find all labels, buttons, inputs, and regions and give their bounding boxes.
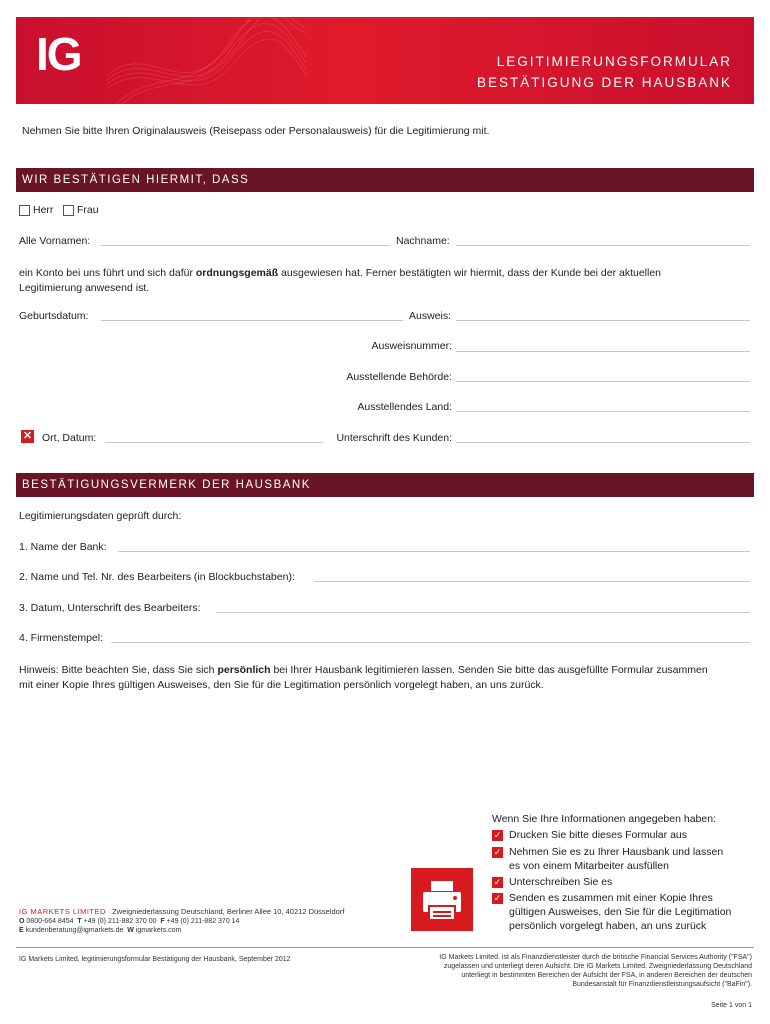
- herr-checkbox[interactable]: [19, 205, 30, 216]
- footer-divider: [16, 947, 754, 948]
- geburtsdatum-field[interactable]: [101, 320, 403, 321]
- header-banner: [16, 17, 754, 104]
- bank-name-label: 1. Name der Bank:: [19, 541, 107, 553]
- check-icon: ✓: [493, 830, 502, 840]
- cross-icon: ✕: [22, 430, 33, 442]
- geburtsdatum-label: Geburtsdatum:: [19, 310, 89, 322]
- vornamen-label: Alle Vornamen:: [19, 235, 91, 247]
- instruction-step1: Drucken Sie bitte dieses Formular aus: [509, 829, 687, 841]
- geprueft-label: Legitimierungsdaten geprüft durch:: [19, 510, 182, 522]
- footer-legal-4: Bundesanstalt für Finanzdienstleistungsaufsicht ("BaFin").: [572, 981, 752, 988]
- t-label: T: [77, 918, 82, 925]
- intro-text: Nehmen Sie bitte Ihren Originalausweis (Reisepass oder Personalausweis) für die Legitimierung mit.: [22, 125, 490, 137]
- hinweis-bold: persönlich: [217, 664, 271, 676]
- herr-label: Herr: [33, 204, 54, 216]
- footer-legal: [439, 953, 752, 989]
- behoerde-label: Ausstellende Behörde:: [346, 371, 452, 383]
- vornamen-field[interactable]: [100, 245, 389, 246]
- frau-label: Frau: [77, 204, 99, 216]
- nachname-field[interactable]: [456, 245, 750, 246]
- o-label: O: [19, 918, 25, 925]
- ausweisnummer-field[interactable]: [456, 351, 750, 352]
- hinweis-paragraph: [19, 663, 754, 693]
- frau-checkbox[interactable]: [63, 205, 74, 216]
- instructions-heading: Wenn Sie Ihre Informationen angegeben haben:: [492, 813, 716, 825]
- section-bar-confirm: WIR BESTÄTIGEN HIERMIT, DASS: [16, 168, 754, 192]
- t-value: +49 (0) 211-882 370 00: [83, 918, 157, 925]
- ausweisnummer-label: Ausweisnummer:: [371, 340, 452, 352]
- section-bar-bank: BESTÄTIGUNGSVERMERK DER HAUSBANK: [16, 473, 754, 497]
- ausweis-field[interactable]: [456, 320, 750, 321]
- e-value[interactable]: kundenberatung@igmarkets.de: [25, 927, 124, 934]
- footer-legal-2: zugelassen und unterliegt deren Aufsicht. Die IG Markets Limited. Zweigniederlassung Deutschland: [443, 963, 752, 970]
- print-button[interactable]: [411, 868, 473, 931]
- bearbeiter-field[interactable]: [314, 581, 750, 582]
- instruction-step2-line2: es von einem Mitarbeiter ausfüllen: [509, 860, 669, 872]
- ort-datum-field[interactable]: [105, 442, 323, 443]
- unterschrift-field[interactable]: [456, 442, 750, 443]
- bearbeiter-label: 2. Name und Tel. Nr. des Bearbeiters (in Blockbuchstaben):: [19, 571, 295, 583]
- f-label: F: [160, 918, 165, 925]
- datum-unterschrift-label: 3. Datum, Unterschrift des Bearbeiters:: [19, 602, 201, 614]
- account-paragraph-bold: ordnungsgemäß: [195, 267, 279, 279]
- firmenstempel-label: 4. Firmenstempel:: [19, 632, 104, 644]
- company-web: [19, 926, 181, 935]
- printer-icon: [411, 868, 473, 931]
- instruction-step2-line1: Nehmen Sie es zu Ihrer Hausbank und lassen: [509, 846, 724, 858]
- decorative-ribbon: [106, 17, 306, 104]
- land-field[interactable]: [456, 411, 750, 412]
- ort-datum-label: Ort, Datum:: [42, 432, 97, 444]
- instruction-step4: [509, 891, 731, 933]
- e-label: E: [19, 927, 24, 934]
- account-paragraph: [19, 266, 749, 296]
- instruction-step4-line1: Senden es zusammen mit einer Kopie Ihres: [509, 892, 713, 904]
- bank-name-field[interactable]: [118, 551, 750, 552]
- form-title-line1: LEGITIMIERUNGSFORMULAR: [496, 54, 732, 69]
- check-icon: ✓: [493, 847, 502, 857]
- hinweis-line2: mit einer Kopie Ihres gültigen Ausweises, den Sie für die Legitimation persönlich vorgelegt haben, an uns zurück.: [19, 679, 544, 691]
- footer-legal-1: IG Markets Limited. ist als Finanzdienstleister durch die britische Financial Services Authority ("FSA"): [439, 954, 752, 961]
- f-value: +49 (0) 211-882 370 14: [166, 918, 240, 925]
- unterschrift-label: Unterschrift des Kunden:: [336, 432, 452, 444]
- hinweis-a: Hinweis: Bitte beachten Sie, dass Sie sich: [19, 664, 218, 676]
- check-icon: ✓: [493, 877, 502, 887]
- ig-logo: IG: [36, 28, 81, 80]
- page-number: Seite 1 von 1: [711, 1002, 752, 1009]
- account-paragraph-b: ausgewiesen hat. Ferner bestätigten wir hiermit, dass der Kunde bei der aktuellen: [278, 267, 662, 279]
- company-name: IG MARKETS LIMITED: [19, 907, 106, 916]
- instruction-step3: Unterschreiben Sie es: [509, 876, 613, 888]
- instruction-step4-line3: persönlich vorgelegt haben, an uns zurück: [509, 920, 707, 932]
- footer-left: IG Markets Limited, legitimierungsformular Bestätigung der Hausbank, September 2012: [19, 956, 291, 963]
- company-line1: [19, 907, 344, 916]
- datum-unterschrift-field[interactable]: [216, 612, 750, 613]
- form-title-line2: BESTÄTIGUNG DER HAUSBANK: [476, 75, 732, 90]
- check-icon: ✓: [493, 893, 502, 903]
- company-branch: Zweigniederlassung Deutschland, Berliner Allee 10, 40212 Düsseldorf: [112, 907, 345, 916]
- land-label: Ausstellendes Land:: [357, 401, 452, 413]
- ausweis-label: Ausweis:: [409, 310, 452, 322]
- footer-legal-3: unterliegt in bestimmten Bereichen der Aufsicht der FSA, in anderen Bereichen der deutschen: [461, 972, 752, 979]
- account-paragraph-line2: Legitimierung anwesend ist.: [19, 282, 150, 294]
- o-value: 0800-664 8454: [26, 918, 74, 925]
- company-contact: [19, 917, 239, 926]
- instruction-step4-line2: gültigen Ausweises, den Sie für die Legitimation: [509, 906, 732, 918]
- instruction-step2: [509, 845, 723, 873]
- w-label: W: [127, 927, 134, 934]
- nachname-label: Nachname:: [396, 235, 450, 247]
- w-value[interactable]: igmarkets.com: [135, 927, 182, 934]
- account-paragraph-a: ein Konto bei uns führt und sich dafür: [19, 267, 196, 279]
- behoerde-field[interactable]: [456, 381, 750, 382]
- form-title: [477, 51, 732, 93]
- firmenstempel-field[interactable]: [111, 642, 750, 643]
- hinweis-b: bei Ihrer Hausbank legitimieren lassen. Senden Sie bitte das ausgefüllte Formular zusammen: [270, 664, 708, 676]
